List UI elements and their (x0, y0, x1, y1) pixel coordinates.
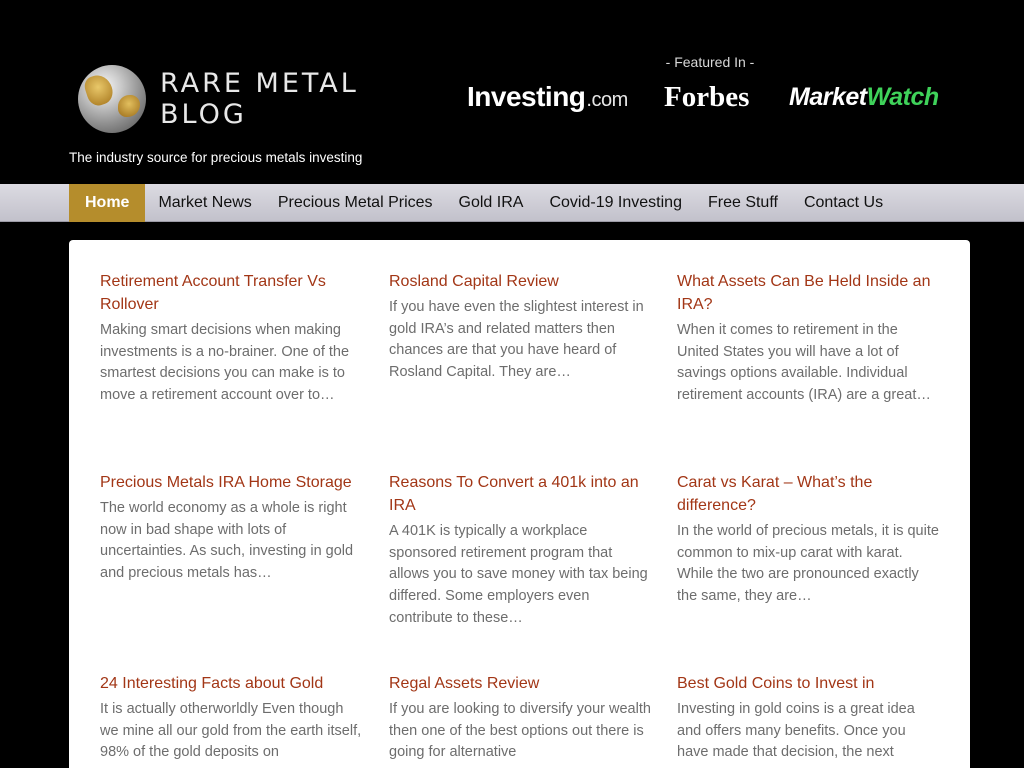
post-title-link[interactable]: Precious Metals IRA Home Storage (100, 474, 352, 491)
site-tagline: The industry source for precious metals investing (69, 150, 363, 165)
post-title-link[interactable]: Regal Assets Review (389, 675, 540, 692)
post-title-link[interactable]: 24 Interesting Facts about Gold (100, 675, 324, 692)
investing-com-logo[interactable] (467, 80, 628, 114)
nav-item-covid-19-investing[interactable]: Covid-19 Investing (549, 194, 682, 211)
investing-logo-suffix: .com (586, 88, 628, 111)
post-title-link[interactable]: Reasons To Convert a 401k into an IRA (389, 474, 639, 514)
post-excerpt: Investing in gold coins is a great idea and offers many benefits. Once you have made that decision, the next (677, 701, 915, 761)
marketwatch-logo[interactable] (789, 80, 939, 114)
site-header (0, 0, 1024, 184)
featured-in-label: - Featured In - (665, 54, 755, 70)
post-excerpt: If you have even the slightest interest in gold IRA’s and related matters then chances are that you have heard of Rosland Capital. They are… (389, 299, 644, 381)
post-card (677, 471, 939, 608)
post-title-link[interactable]: What Assets Can Be Held Inside an IRA? (677, 273, 931, 313)
post-title-link[interactable]: Best Gold Coins to Invest in (677, 675, 875, 692)
post-title-link[interactable]: Carat vs Karat – What’s the difference? (677, 474, 873, 514)
nav-item-free-stuff[interactable]: Free Stuff (707, 194, 778, 211)
nav-item-home[interactable]: Home (69, 184, 145, 222)
globe-icon (78, 65, 146, 133)
post-title-link[interactable]: Rosland Capital Review (389, 273, 559, 290)
nav-item-market-news[interactable]: Market News (158, 194, 252, 211)
post-card (389, 672, 651, 764)
post-card (100, 270, 362, 407)
nav-item-contact-us[interactable]: Contact Us (803, 194, 884, 211)
post-card (389, 270, 651, 384)
nav-item-precious-metal-prices[interactable]: Precious Metal Prices (277, 194, 433, 211)
post-card (677, 270, 939, 407)
post-card (677, 672, 939, 764)
logo-line1: RARE METAL (160, 68, 359, 99)
post-excerpt: The world economy as a whole is right now in bad shape with lots of uncertainties. As such, investing in gold and precious metals has… (100, 500, 354, 582)
nav-menu (69, 184, 896, 222)
site-logo[interactable] (78, 64, 359, 134)
post-card (100, 672, 362, 764)
post-excerpt: If you are looking to diversify your wealth then one of the best options out there is going for alternative (389, 701, 651, 761)
post-excerpt: When it comes to retirement in the United States you will have a lot of savings options available. Individual retirement accounts (IRA) are a great… (677, 322, 931, 404)
post-excerpt: A 401K is typically a workplace sponsored retirement program that allows you to save money with tax being differed. Some employers even contribute to these… (389, 523, 648, 626)
post-card (100, 471, 362, 585)
marketwatch-logo-part2: Watch (866, 82, 939, 111)
investing-logo-text: Investing (467, 81, 586, 112)
post-excerpt: It is actually otherworldly Even though we mine all our gold from the earth itself, 98% of the gold deposits on (100, 701, 362, 761)
logo-line2: BLOG (160, 99, 247, 130)
post-excerpt: In the world of precious metals, it is quite common to mix-up carat with karat. While the two are pronounced exactly the same, they are… (677, 523, 939, 605)
nav-item-gold-ira[interactable]: Gold IRA (458, 194, 524, 211)
post-excerpt: Making smart decisions when making investments is a no-brainer. One of the smartest decisions you can make is to move a retirement account over to… (100, 322, 350, 404)
forbes-logo[interactable] (664, 80, 749, 114)
main-nav (0, 184, 1024, 222)
forbes-logo-text: Forbes (664, 80, 750, 113)
post-card (389, 471, 651, 630)
logo-text (160, 68, 359, 130)
marketwatch-logo-part1: Market (789, 82, 867, 111)
post-title-link[interactable]: Retirement Account Transfer Vs Rollover (100, 273, 326, 313)
posts-grid (69, 240, 970, 768)
